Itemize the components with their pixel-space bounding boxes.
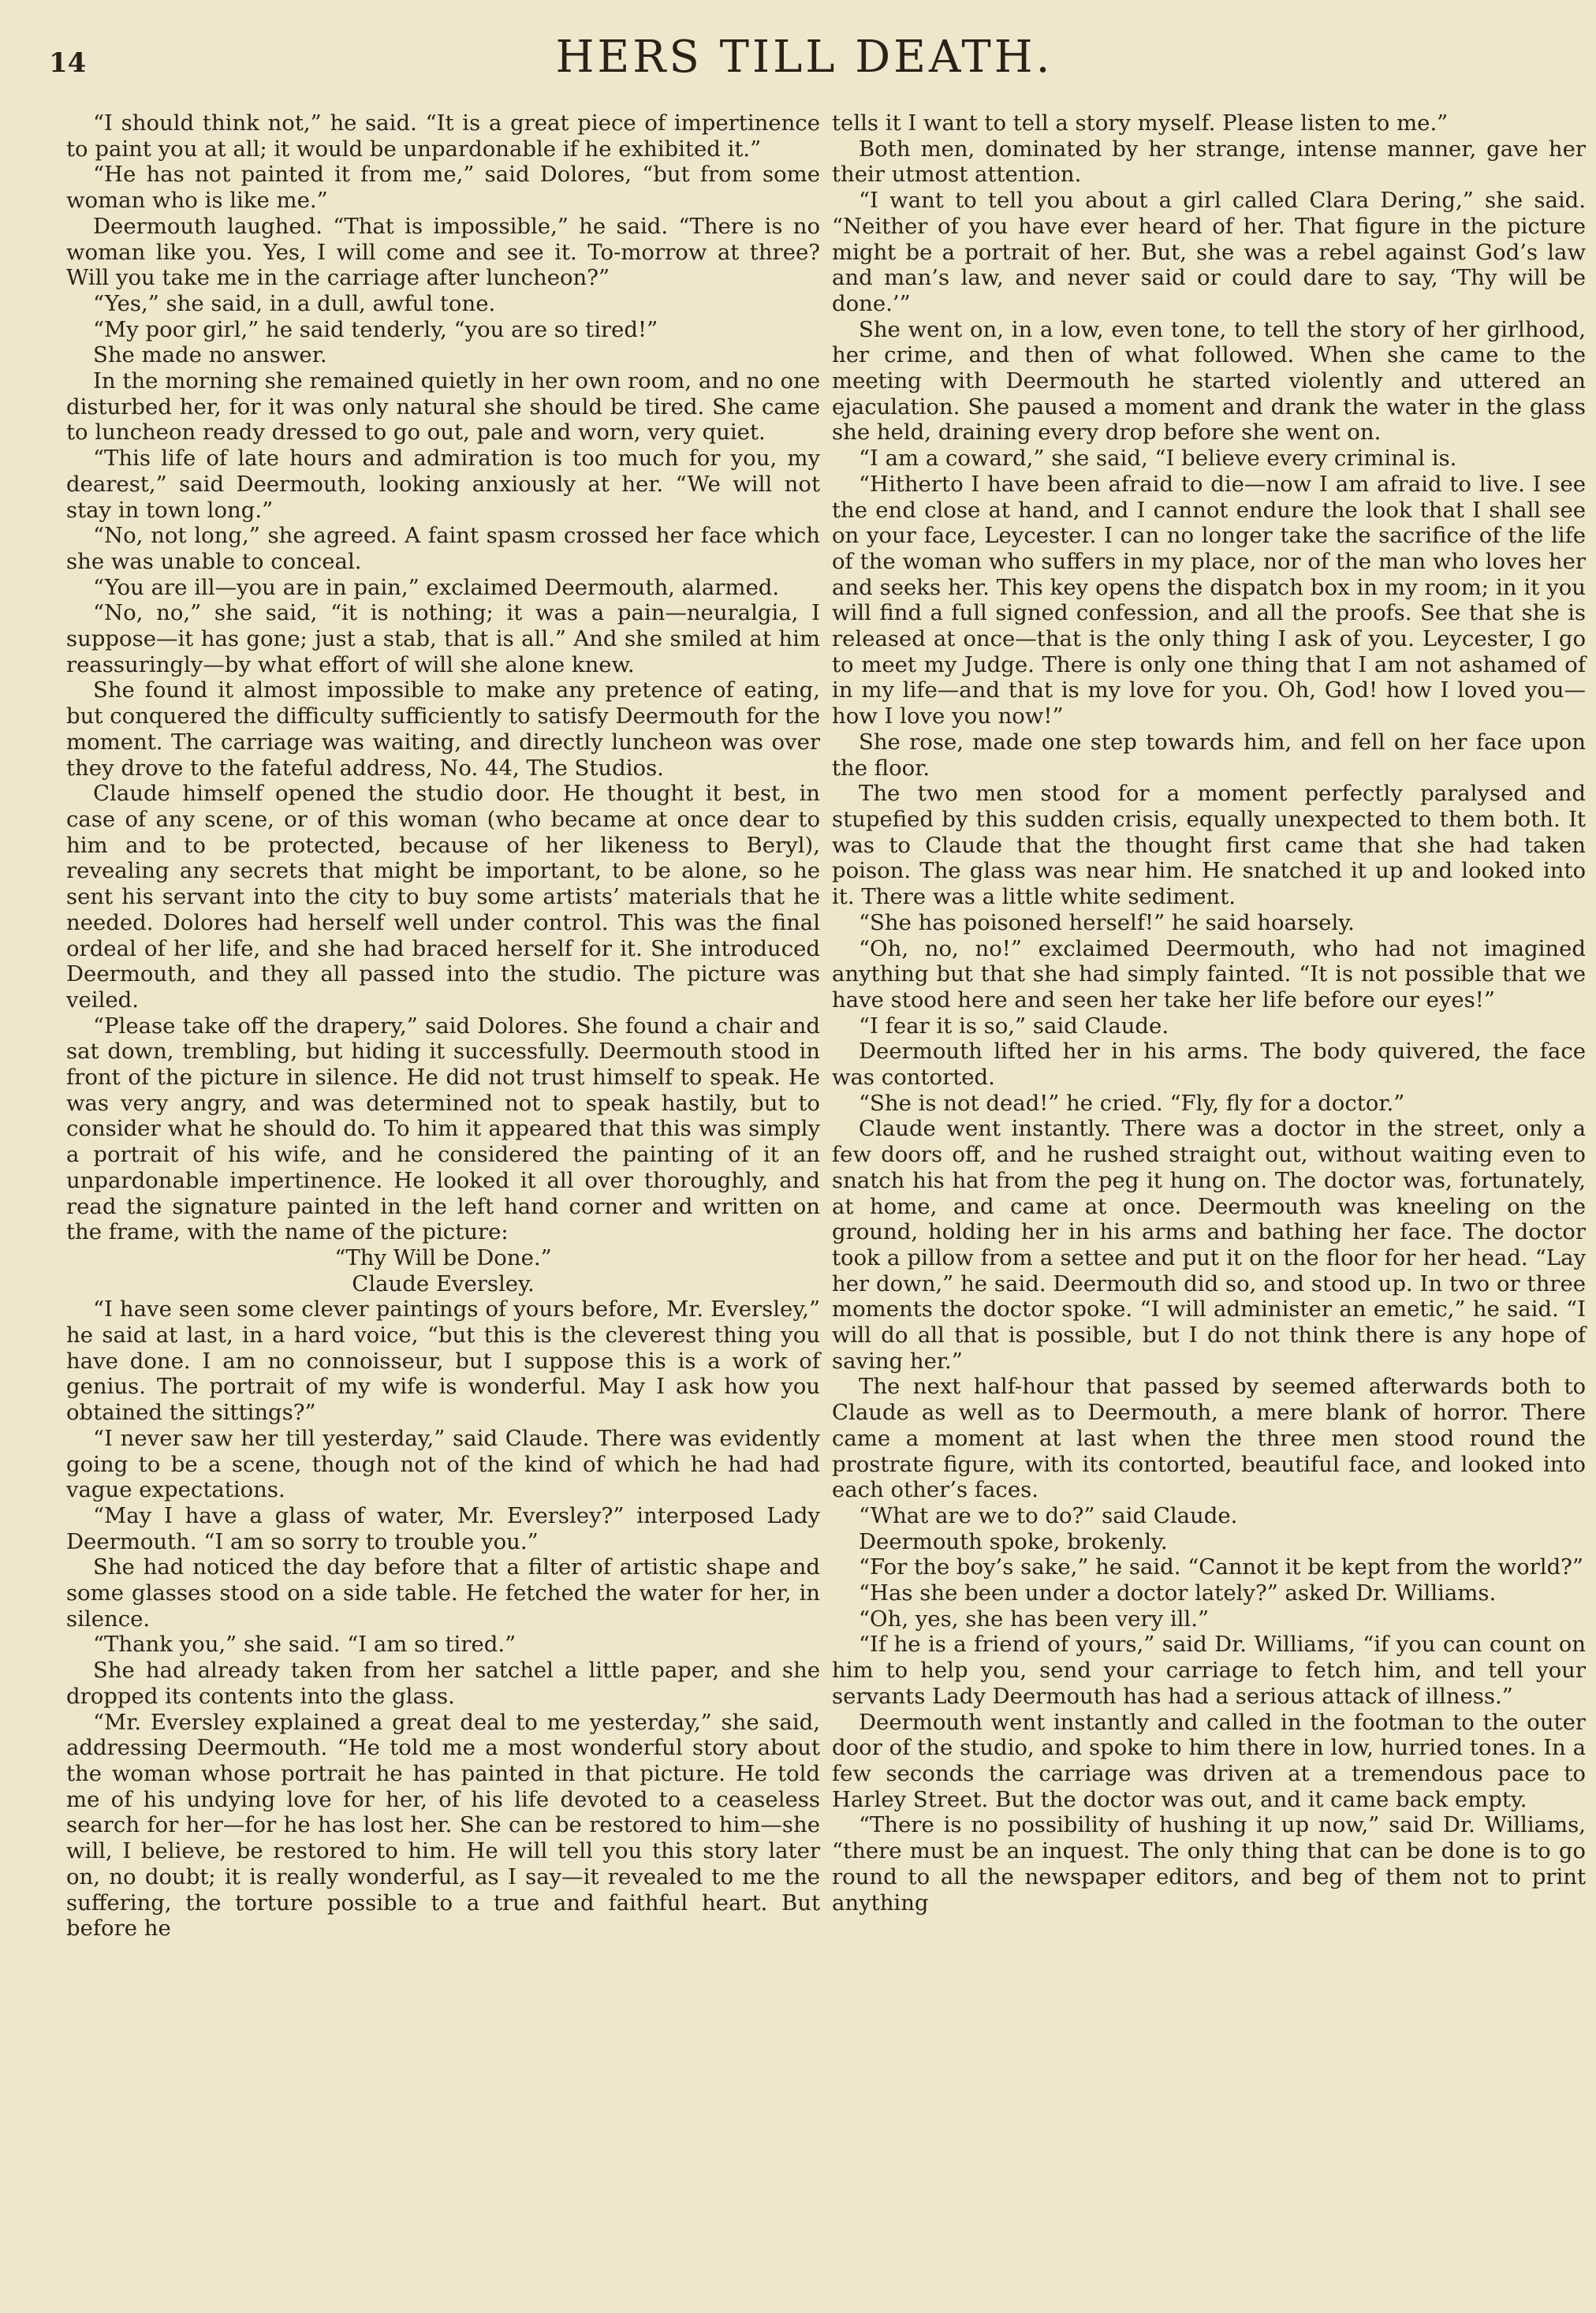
paragraph: “What are we to do?” said Claude. [859,1502,1238,1528]
paragraph: “No, not long,” she agreed. A faint spasm crossed her face which she was unable to conceal. [66,523,820,574]
paragraph: “No, no,” she said, “it is nothing; it was a pain—neuralgia, I suppose—it has gone; just a stab, that is all.” And she smiled at him reassuringly—by what effort of will she alone knew. [66,600,820,677]
paragraph: “I should think not,” he said. “It is a great piece of impertinence to paint you at all; it would be unpardonable if he exhibited it.” [66,110,820,162]
paragraph: “I want to tell you about a girl called Clara Dering,” she said. “Neither of you have ever heard of her. That figure in the picture might be a portrait of her. But, she was a rebel against God’s law and man’s law, and never said or could dare to say, ‘Thy will be done.’” [832,188,1586,316]
paragraph: “For the boy’s sake,” he said. “Cannot it be kept from the world?” [859,1554,1583,1580]
paragraph: “My poor girl,” he said tenderly, “you are so tired!” [93,316,658,342]
right-column [832,110,1586,1916]
paragraph: Deermouth laughed. “That is impossible,” he said. “There is no woman like you. Yes, I will come and see it. To-morrow at three? Will you take me in the carriage after luncheon?” [66,213,820,291]
paragraph: “You are ill—you are in pain,” exclaimed Deermouth, alarmed. [93,574,780,600]
paragraph: “Hitherto I have been afraid to die—now I am afraid to live. I see the end close at hand, and I cannot endure the look that I shall see on your face, Leycester. I can no longer take the sacrifice of the life of the woman who suffers in my place, nor of the man who loves her and seeks her. This key opens the dispatch box in my room; in it you will find a full signed confession, and all the proofs. See that she is released at once—that is the only thing I ask of you. Leycester, I go to meet my Judge. There is only one thing that I am not ashamed of in my life—and that is my love for you. Oh, God! how I loved you—how I love you now!” [832,471,1586,729]
paragraph: She had noticed the day before that a filter of artistic shape and some glasses stood on a side table. He fetched the water for her, in silence. [66,1554,820,1632]
page-header [44,28,1564,91]
paragraph: She had already taken from her satchel a little paper, and she dropped its contents into the glass. [66,1658,820,1709]
paragraph: “There is no possibility of hushing it up now,” said Dr. Williams, “there must be an inquest. The only thing that can be done is to go round to all the newspaper editors, and beg of them not to print anything [832,1812,1586,1916]
paragraph: “Thank you,” she said. “I am so tired.” [93,1632,516,1658]
paragraph: She made no answer. [93,342,327,368]
paragraph: “Mr. Eversley explained a great deal to me yesterday,” she said, addressing Deermouth. “He told me a most wonderful story about the woman whose portrait he has painted in that picture. He told me of his undying love for her, of his life devoted to a ceaseless search for her—for he has lost her. She can be restored to him—she will, I believe, be restored to him. He will tell you this story later on, no doubt; it is really wonderful, as I say—it revealed to me the suffering, the torture possible to a true and faithful heart. But before he [66,1709,820,1942]
paragraph: The next half-hour that passed by seemed afterwards both to Claude as well as to Deermouth, a mere blank of horror. There came a moment at last when the three men stood round the prostrate figure, with its contorted, beautiful face, and looked into each other’s faces. [832,1374,1586,1503]
paragraph: “Yes,” she said, in a dull, awful tone. [93,290,496,316]
paragraph: “Oh, no, no!” exclaimed Deermouth, who had not imagined anything but that she had simply fainted. “It is not possible that we have stood here and seen her take her life before our eyes!” [832,935,1586,1013]
paragraph: “I am a coward,” she said, “I believe every criminal is. [859,446,1457,472]
paragraph: “Oh, yes, she has been very ill.” [859,1606,1210,1632]
paragraph: “He has not painted it from me,” said Dolores, “but from some woman who is like me.” [66,162,820,214]
paragraph: Deermouth lifted her in his arms. The body quivered, the face was contorted. [832,1039,1586,1091]
paragraph: She went on, in a low, even tone, to tell the story of her girlhood, her crime, and then of what followed. When she came to the meeting with Deermouth he started violently and uttered an ejaculation. She paused a moment and drank the water in the glass she held, draining every drop before she went on. [832,316,1586,446]
paragraph: “I have seen some clever paintings of yours before, Mr. Eversley,” he said at last, in a hard voice, “but this is the cleverest thing you have done. I am no connoisseur, but I suppose this is a work of genius. The portrait of my wife is wonderful. May I ask how you obtained the sittings?” [66,1296,820,1426]
picture-signature: Claude Eversley. [352,1270,535,1296]
paragraph: Both men, dominated by her strange, intense manner, gave her their utmost attention. [832,136,1586,188]
paragraph: Claude himself opened the studio door. He thought it best, in case of any scene, or of this woman (who became at once dear to him and to be protected, because of her likeness to Beryl), revealing any secrets that might be important, to be alone, so he sent his servant into the city to buy some artists’ materials that he needed. Dolores had herself well under control. This was the final ordeal of her life, and she had braced herself for it. She introduced Deermouth, and they all passed into the studio. The picture was veiled. [66,781,820,1013]
paragraph: “She is not dead!” he cried. “Fly, fly for a doctor.” [859,1090,1405,1116]
paragraph: “If he is a friend of yours,” said Dr. Williams, “if you can count on him to help you, send your carriage to fetch him, and tell your servants Lady Deermouth has had a serious attack of illness.” [832,1632,1586,1709]
paragraph: Claude went instantly. There was a doctor in the street, only a few doors off, and he rushed straight out, without waiting even to snatch his hat from the peg it hung on. The doctor was, fortunately, at home, and came at once. Deermouth was kneeling on the ground, holding her in his arms and bathing her face. The doctor took a pillow from a settee and put it on the floor for her head. “Lay her down,” he said. Deermouth did so, and stood up. In two or three moments the doctor spoke. “I will administer an emetic,” he said. “I will do all that is possible, but I do not think there is any hope of saving her.” [832,1116,1586,1374]
paragraph: “May I have a glass of water, Mr. Eversley?” interposed Lady Deermouth. “I am so sorry to trouble you.” [66,1502,820,1554]
paragraph: “This life of late hours and admiration is too much for you, my dearest,” said Deermouth, looking anxiously at her. “We will not stay in town long.” [66,446,820,523]
running-title: HERS TILL DEATH. [555,32,1053,83]
page-number: 14 [49,47,87,79]
paragraph: “I never saw her till yesterday,” said Claude. There was evidently going to be a scene, though not of the kind of which he had had vague expectations. [66,1425,820,1503]
left-column [66,110,820,1942]
picture-title: “Thy Will be Done.” [334,1244,552,1270]
paragraph: The two men stood for a moment perfectly paralysed and stupefied by this sudden crisis, equally unexpected to them both. It was to Claude that the thought first came that she had taken poison. The glass was near him. He snatched it up and looked into it. There was a little white sediment. [832,781,1586,910]
paragraph: “She has poisoned herself!” he said hoarsely. [859,909,1355,935]
paragraph: “Has she been under a doctor lately?” asked Dr. Williams. [859,1580,1497,1606]
paragraph: In the morning she remained quietly in her own room, and no one disturbed her, for it was only natural she should be tired. She came to luncheon ready dressed to go out, pale and worn, very quiet. [66,368,820,446]
paragraph: She rose, made one step towards him, and fell on her face upon the floor. [832,729,1586,781]
paragraph: Deermouth went instantly and called in the footman to the outer door of the studio, and spoke to him there in low, hurried tones. In a few seconds the carriage was driven at a tremendous pace to Harley Street. But the doctor was out, and it came back empty. [832,1709,1586,1812]
paragraph: “I fear it is so,” said Claude. [859,1013,1169,1039]
paragraph: She found it almost impossible to make any pretence of eating, but conquered the difficulty sufficiently to satisfy Deermouth for the moment. The carriage was waiting, and directly luncheon was over they drove to the fateful address, No. 44, The Studios. [66,677,820,781]
paragraph: “Please take off the drapery,” said Dolores. She found a chair and sat down, trembling, but hiding it successfully. Deermouth stood in front of the picture in silence. He did not trust himself to speak. He was very angry, and was determined not to speak hastily, but to consider what he should do. To him it appeared that this was simply a portrait of his wife, and he considered the painting of it an unpardonable impertinence. He looked it all over thoroughly, and read the signature painted in the left hand corner and written on the frame, with the name of the picture: [66,1013,820,1245]
paragraph: Deermouth spoke, brokenly. [859,1528,1168,1554]
paragraph-continued: tells it I want to tell a story myself. Please listen to me.” [832,110,1449,136]
